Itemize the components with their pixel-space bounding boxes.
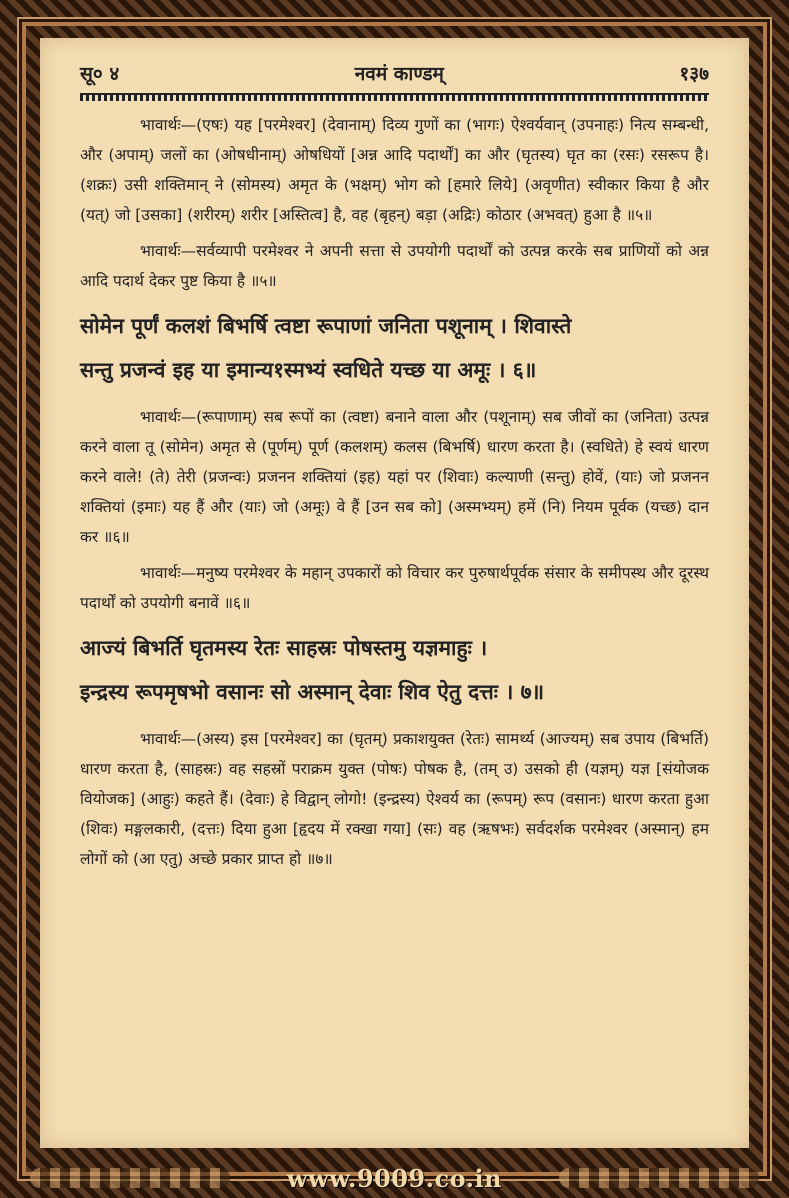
- page-number: १३७: [679, 63, 709, 85]
- website-url[interactable]: www.9009.co.in: [286, 1163, 503, 1193]
- commentary-paragraph: भावार्थः—सर्वव्यापी परमेश्वर ने अपनी सत्ता से उपयोगी पदार्थों को उत्पन्न करके सब प्राणियों को अन्न आदि पदार्थ देकर पुष्ट किया है ॥५॥: [80, 242, 709, 290]
- sukta-number: सू० ४: [80, 63, 120, 85]
- kanda-title: नवमं काण्डम्: [354, 63, 444, 85]
- verse-line: आज्यं बिभर्ति घृतमस्य रेतः साहस्रः पोषस्तमु यज्ञमाहुः ।: [80, 635, 488, 660]
- verse-7: [80, 626, 709, 714]
- page-content: [80, 110, 709, 880]
- commentary-paragraph: भावार्थः—मनुष्य परमेश्वर के महान् उपकारों को विचार कर पुरुषार्थपूर्वक संसार के समीपस्थ और दूरस्थ पदार्थों को उपयोगी बनावें ॥६॥: [80, 564, 709, 612]
- verse-line: सन्तु प्रजन्वं इह या इमान्य१स्मभ्यं स्वधिते यच्छ या अमूः । ६॥: [80, 357, 537, 382]
- book-page: [40, 38, 749, 1148]
- verse-line: इन्द्रस्य रूपमृषभो वसानः सो अस्मान् देवाः शिव ऐतु दत्तः । ७॥: [80, 679, 545, 704]
- header-divider: [80, 93, 709, 101]
- page-header: [80, 58, 709, 88]
- page-footer: [0, 1163, 789, 1193]
- commentary-paragraph: भावार्थः—(रूपाणाम्) सब रूपों का (त्वष्टा) बनाने वाला और (पशूनाम्) सब जीवों का (जनिता) उत्पन्न करने वाला तू (सोमेन) अमृत से (पूर्णम्) पूर्ण (कलशम्) कलस (बिभर्षि) धारण करता है। (स्वधिते) हे स्वयं धारण करने वाले! (ते) तेरी (प्रजन्वः) प्रजनन शक्तियां (इह) यहां पर (शिवाः) कल्याणी (सन्तु) होवें, (याः) जो प्रजनन शक्तियां (इमाः) यह हैं और (याः) जो (अमूः) वे हैं [उन सब को] (अस्मभ्यम्) हमें (नि) नियम पूर्वक (यच्छ) दान कर ॥६॥: [80, 408, 709, 546]
- verse-line: सोमेन पूर्णं कलशं बिभर्षि त्वष्टा रूपाणां जनिता पशूनाम् । शिवास्ते: [80, 313, 572, 338]
- commentary-paragraph: भावार्थः—(अस्य) इस [परमेश्वर] का (घृतम्) प्रकाशयुक्त (रेतः) सामर्थ्य (आज्यम्) सब उपाय (बिभर्ति) धारण करता है, (साहस्रः) वह सहस्रों पराक्रम युक्त (पोषः) पोषक है, (तम् उ) उसको ही (यज्ञम्) यज्ञ [संयोजक वियोजक] (आहुः) कहते हैं। (देवाः) हे विद्वान् लोगो! (इन्द्रस्य) ऐश्वर्य का (रूपम्) रूप (वसानः) धारण करता हुआ (शिवः) मङ्गलकारी, (दत्तः) दिया हुआ [हृदय में रक्खा गया] (सः) वह (ऋषभः) सर्वदर्शक परमेश्वर (अस्मान्) हम लोगों को (आ एतु) अच्छे प्रकार प्राप्त हो ॥७॥: [80, 730, 709, 868]
- verse-6: [80, 304, 709, 392]
- commentary-paragraph: भावार्थः—(एषः) यह [परमेश्वर] (देवानाम्) दिव्य गुणों का (भागः) ऐश्वर्यवान् (उपनाहः) नित्य सम्बन्धी, और (अपाम्) जलों का (ओषधीनाम्) ओषधियों [अन्न आदि पदार्थों] का और (घृतस्य) घृत का (रसः) रसरूप है। (शक्रः) उसी शक्तिमान् ने (सोमस्य) अमृत के (भक्षम्) भोग को [हमारे लिये] (अवृणीत) स्वीकार किया है और (यत्) जो [उसका] (शरीरम्) शरीर [अस्तित्व] है, वह (बृहन्) बड़ा (अद्रिः) कोठार (अभवत्) हुआ है ॥५॥: [80, 116, 709, 224]
